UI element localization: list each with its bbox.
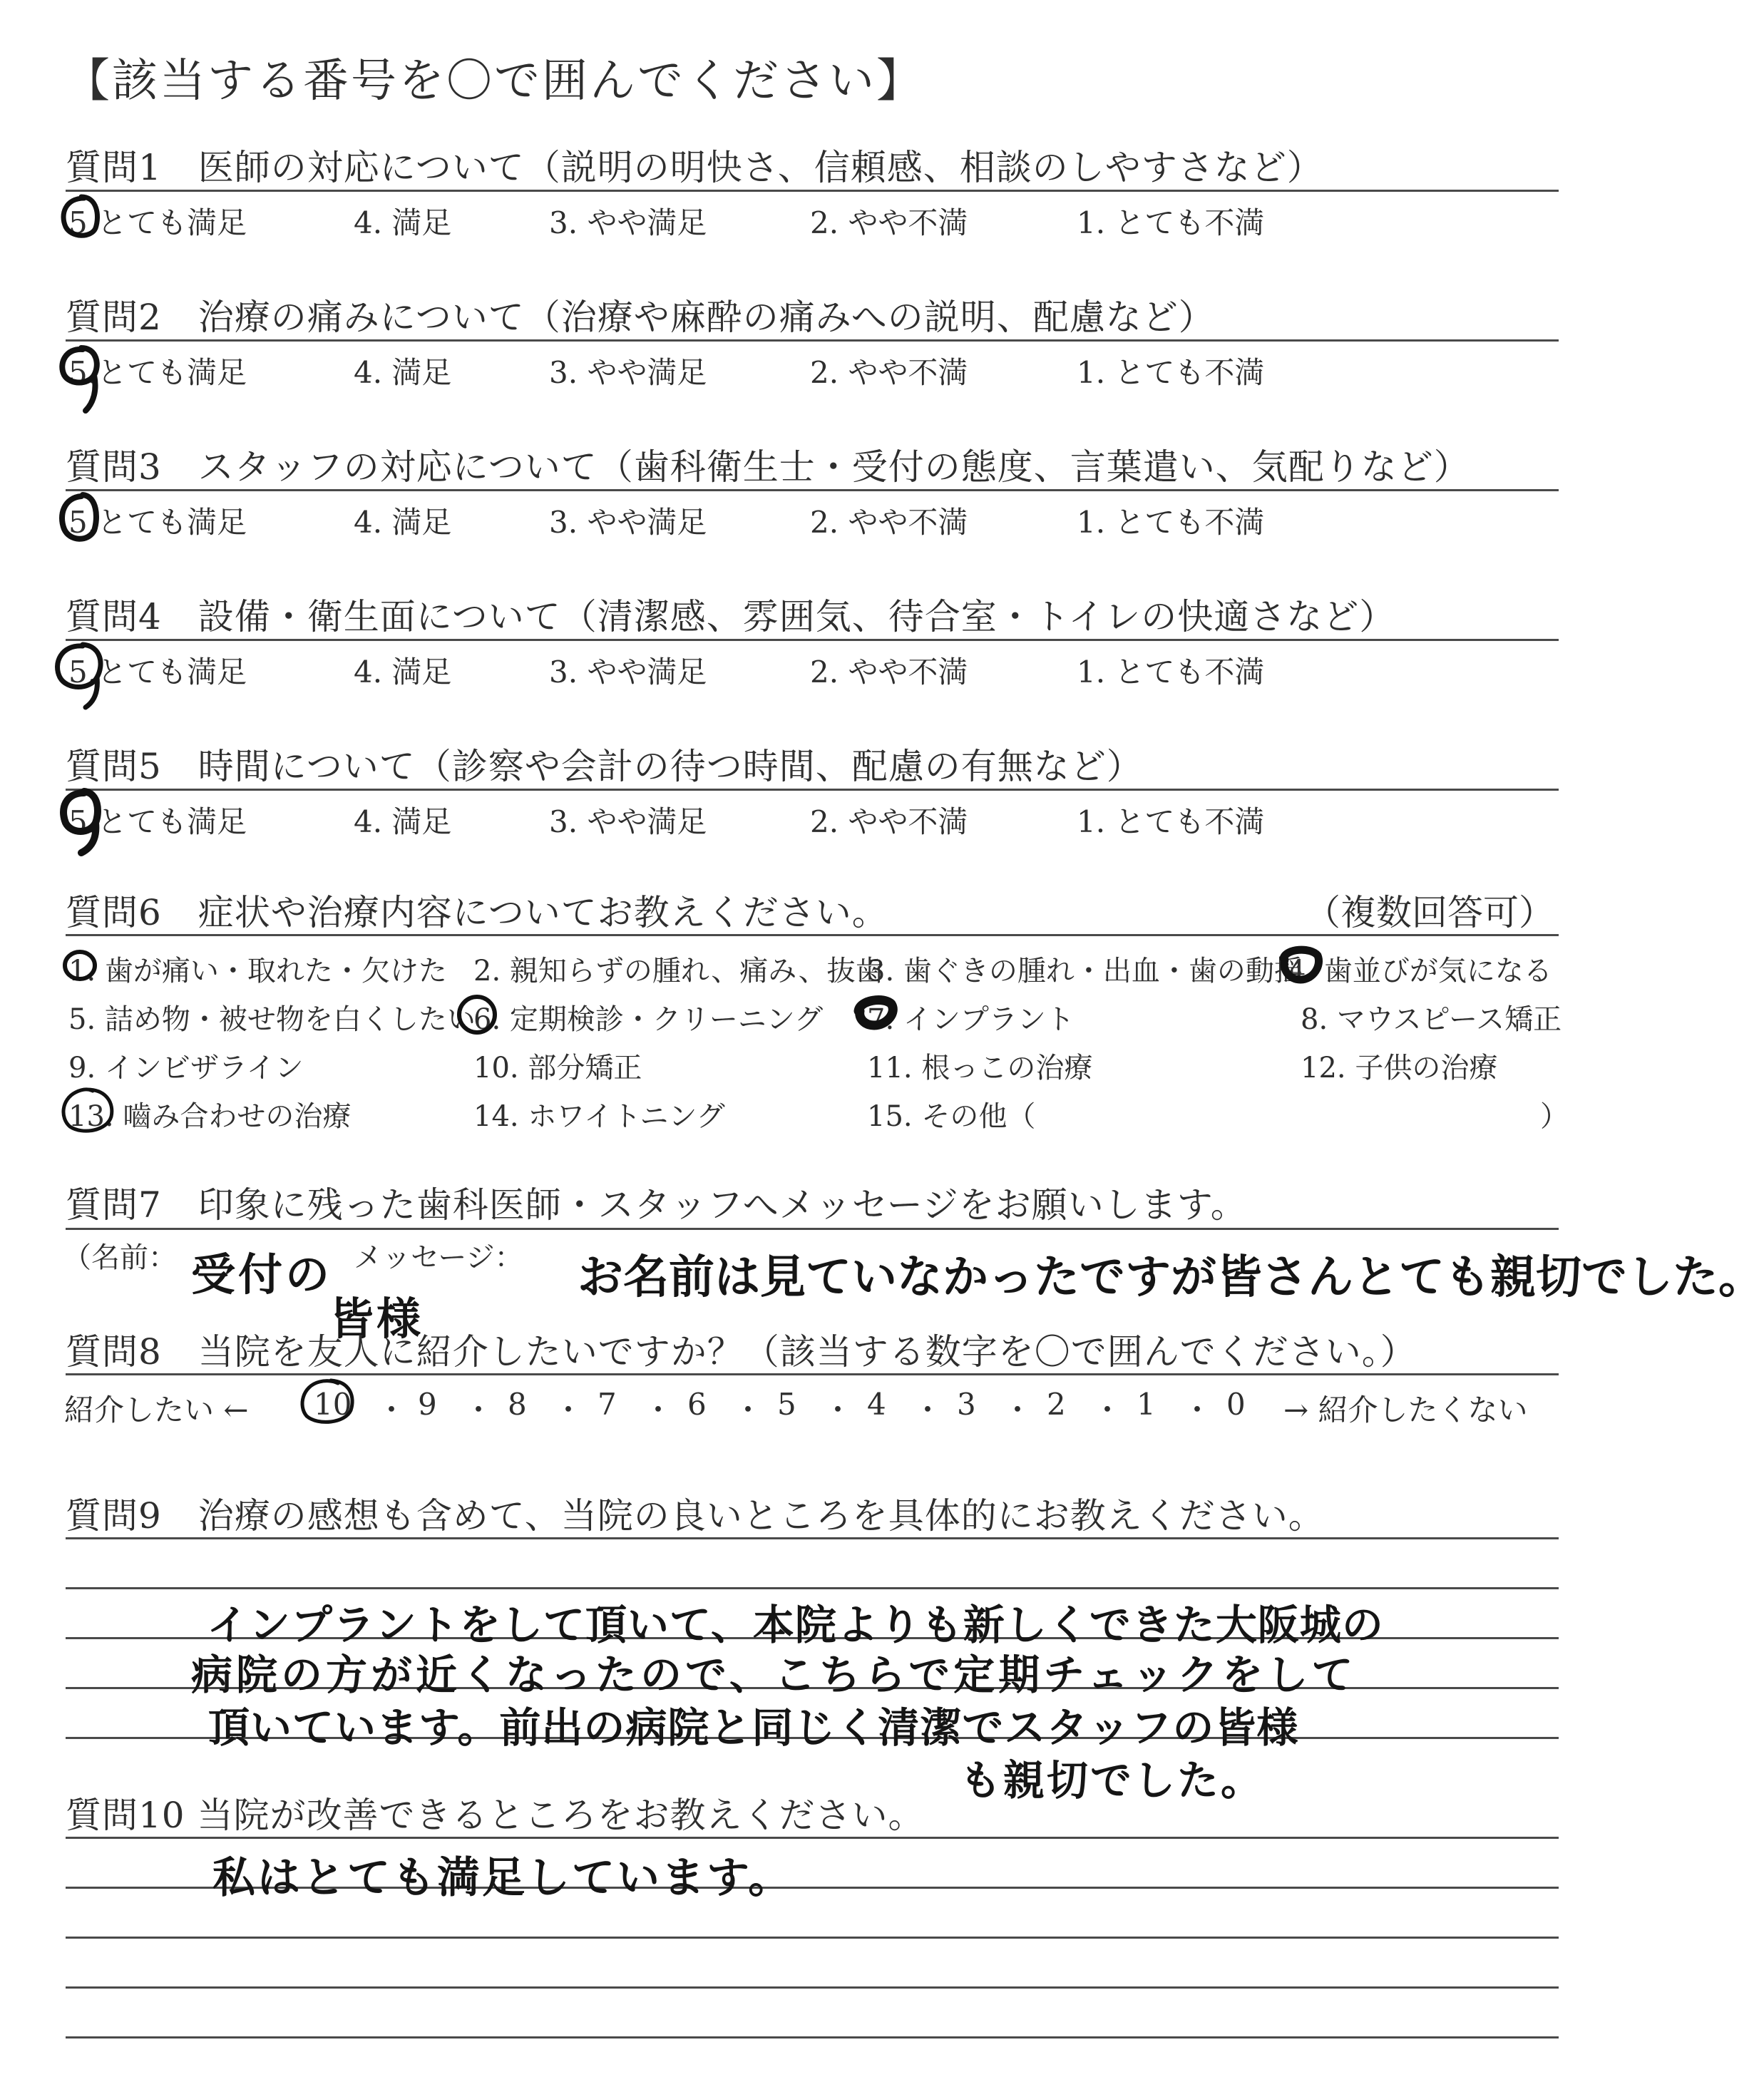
- answer-line: [66, 1587, 1559, 1589]
- scale-dot: ・: [553, 1393, 584, 1427]
- q1-option-5[interactable]: 5.とても満足: [68, 205, 247, 240]
- answer-line: [66, 1837, 1559, 1839]
- q6-other-close-paren: ）: [1540, 1100, 1569, 1133]
- divider: [66, 1228, 1559, 1230]
- q9-handwritten-line2: 病院の方が近くなったので、こちらで定期チェックをして: [191, 1651, 1357, 1699]
- scale-3[interactable]: 3: [957, 1387, 976, 1422]
- q5-option-2[interactable]: 2. やや不満: [810, 804, 968, 839]
- q4-option-5[interactable]: 5.とても満足: [68, 655, 247, 689]
- answer-line: [66, 1937, 1559, 1939]
- answer-line: [66, 1986, 1559, 1989]
- message-handwritten: お名前は見ていなかったですが皆さんとても親切でした。: [578, 1251, 1764, 1304]
- q4-option-1[interactable]: 1. とても不満: [1077, 655, 1265, 689]
- q6-option-3[interactable]: 3. 歯ぐきの腫れ・出血・歯の動揺: [867, 955, 1303, 988]
- scale-dot: ・: [913, 1393, 943, 1427]
- q6-option-7[interactable]: 7. インプラント: [867, 1003, 1075, 1036]
- q3-option-5[interactable]: 5.とても満足: [68, 505, 247, 540]
- question-6-label: 質問6 症状や治療内容についてお教えください。: [66, 892, 888, 933]
- question-4-label: 質問4 設備・衛生面について（清潔感、雰囲気、待合室・トイレの快適さなど）: [66, 596, 1396, 637]
- scale-7[interactable]: 7: [598, 1387, 617, 1422]
- message-label: メッセージ：: [354, 1241, 523, 1274]
- divider: [66, 339, 1559, 342]
- q6-option-9[interactable]: 9. インビザライン: [68, 1052, 304, 1084]
- q1-option-1[interactable]: 1. とても不満: [1077, 205, 1265, 240]
- q2-option-4[interactable]: 4. 満足: [354, 355, 452, 390]
- scale-dot: ・: [1002, 1393, 1033, 1427]
- q3-option-2[interactable]: 2. やや不満: [810, 505, 968, 540]
- scale-5[interactable]: 5: [777, 1387, 796, 1422]
- q3-circle-mark: [58, 492, 101, 545]
- scale-dot: ・: [1182, 1393, 1213, 1427]
- q3-option-4[interactable]: 4. 満足: [354, 505, 452, 540]
- q6-option-2[interactable]: 2. 親知らずの腫れ、痛み、抜歯: [473, 955, 884, 988]
- q6-option-1[interactable]: 1. 歯が痛い・取れた・欠けた: [68, 955, 447, 988]
- q1-option-2[interactable]: 2. やや不満: [810, 205, 968, 240]
- divider: [66, 489, 1559, 491]
- scale-dot: ・: [376, 1393, 407, 1427]
- scale-dot: ・: [823, 1393, 853, 1427]
- name-handwritten-line1: 受付の: [191, 1248, 333, 1301]
- scale-1[interactable]: 1: [1137, 1387, 1156, 1422]
- divider: [66, 789, 1559, 791]
- scale-dot: ・: [643, 1393, 674, 1427]
- scale-dot: ・: [463, 1393, 494, 1427]
- q4-option-4[interactable]: 4. 満足: [354, 655, 452, 689]
- q3-option-1[interactable]: 1. とても不満: [1077, 505, 1265, 540]
- q8-circle-mark-10: [298, 1376, 359, 1429]
- scale-dot: ・: [1092, 1393, 1123, 1427]
- divider: [66, 934, 1559, 936]
- q5-option-4[interactable]: 4. 満足: [354, 804, 452, 839]
- q2-option-3[interactable]: 3. やや満足: [549, 355, 707, 390]
- scale-2[interactable]: 2: [1047, 1387, 1066, 1422]
- scale-10[interactable]: 10: [314, 1387, 352, 1422]
- scale-9[interactable]: 9: [418, 1387, 437, 1422]
- q6-option-5[interactable]: 5. 詰め物・被せ物を白くしたい: [68, 1003, 476, 1036]
- q5-option-5[interactable]: 5.とても満足: [68, 804, 247, 839]
- q5-option-1[interactable]: 1. とても不満: [1077, 804, 1265, 839]
- q10-handwritten: 私はとても満足しています。: [212, 1853, 794, 1903]
- q6-option-15[interactable]: 15. その他（: [867, 1100, 1036, 1133]
- recommend-left-label: 紹介したい ←: [64, 1393, 249, 1427]
- divider: [66, 190, 1559, 192]
- q6-option-10[interactable]: 10. 部分矯正: [473, 1052, 642, 1084]
- multiple-answer-note: （複数回答可）: [1305, 892, 1554, 933]
- question-10-label: 質問10 当院が改善できるところをお教えください。: [66, 1795, 925, 1836]
- q9-handwritten-line1: インプラントをして頂いて、本院よりも新しくできた大阪城の: [207, 1601, 1384, 1649]
- question-2-label: 質問2 治療の痛みについて（治療や麻酔の痛みへの説明、配慮など）: [66, 297, 1215, 338]
- form-title: 【該当する番号を〇で囲んでください】: [64, 55, 924, 108]
- q6-circle-mark-7: [853, 994, 898, 1031]
- q6-option-8[interactable]: 8. マウスピース矯正: [1301, 1003, 1562, 1036]
- question-9-label: 質問9 治療の感想も含めて、当院の良いところを具体的にお教えください。: [66, 1495, 1325, 1537]
- answer-line: [66, 2036, 1559, 2038]
- name-handwritten-line2: 皆様: [329, 1293, 424, 1345]
- divider: [66, 1373, 1559, 1375]
- q5-option-3[interactable]: 3. やや満足: [549, 804, 707, 839]
- question-3-label: 質問3 スタッフの対応について（歯科衛生士・受付の態度、言葉遣い、気配りなど）: [66, 446, 1470, 488]
- q6-circle-mark-1: [61, 948, 100, 984]
- q2-circle-mark: [57, 344, 103, 415]
- question-5-label: 質問5 時間について（診察や会計の待つ時間、配慮の有無など）: [66, 746, 1143, 787]
- q4-circle-mark: [51, 640, 108, 712]
- q9-handwritten-line3: 頂いています。前出の病院と同じく清潔でスタッフの皆様: [208, 1703, 1299, 1752]
- question-1-label: 質問1 医師の対応について（説明の明快さ、信頼感、相談のしやすさなど）: [66, 147, 1323, 188]
- scale-dot: ・: [733, 1393, 764, 1427]
- scale-6[interactable]: 6: [687, 1387, 707, 1422]
- q6-option-4[interactable]: 4. 歯並びが気になる: [1288, 955, 1552, 988]
- scale-8[interactable]: 8: [508, 1387, 527, 1422]
- q1-option-3[interactable]: 3. やや満足: [549, 205, 707, 240]
- q6-option-11[interactable]: 11. 根っこの治療: [867, 1052, 1093, 1084]
- scale-0[interactable]: 0: [1226, 1387, 1246, 1422]
- q6-option-6[interactable]: 6. 定期検診・クリーニング: [473, 1003, 824, 1036]
- question-7-label: 質問7 印象に残った歯科医師・スタッフへメッセージをお願いします。: [66, 1184, 1247, 1226]
- q5-circle-mark: [57, 787, 103, 858]
- question-8-label: 質問8 当院を友人に紹介したいですか？（該当する数字を〇で囲んでください。）: [66, 1331, 1417, 1373]
- q6-option-14[interactable]: 14. ホワイトニング: [473, 1100, 725, 1133]
- answer-line: [66, 1537, 1559, 1539]
- q2-option-2[interactable]: 2. やや不満: [810, 355, 968, 390]
- q4-option-3[interactable]: 3. やや満足: [549, 655, 707, 689]
- q6-option-13[interactable]: 13. 嚙み合わせの治療: [68, 1100, 352, 1133]
- recommend-right-label: → 紹介したくない: [1283, 1393, 1528, 1427]
- q2-option-1[interactable]: 1. とても不満: [1077, 355, 1265, 390]
- q4-option-2[interactable]: 2. やや不満: [810, 655, 968, 689]
- q9-handwritten-line4: も親切でした。: [960, 1756, 1265, 1805]
- name-label: （名前：: [63, 1241, 177, 1274]
- q3-option-3[interactable]: 3. やや満足: [549, 505, 707, 540]
- q1-option-4[interactable]: 4. 満足: [354, 205, 452, 240]
- q6-option-12[interactable]: 12. 子供の治療: [1301, 1052, 1498, 1084]
- q2-option-5[interactable]: 5.とても満足: [68, 355, 247, 390]
- q6-circle-mark-4: [1278, 944, 1323, 985]
- scale-4[interactable]: 4: [867, 1387, 886, 1422]
- divider: [66, 639, 1559, 641]
- q6-circle-mark-6: [455, 993, 499, 1037]
- q1-circle-mark: [60, 194, 103, 240]
- q6-circle-mark-13: [58, 1085, 118, 1138]
